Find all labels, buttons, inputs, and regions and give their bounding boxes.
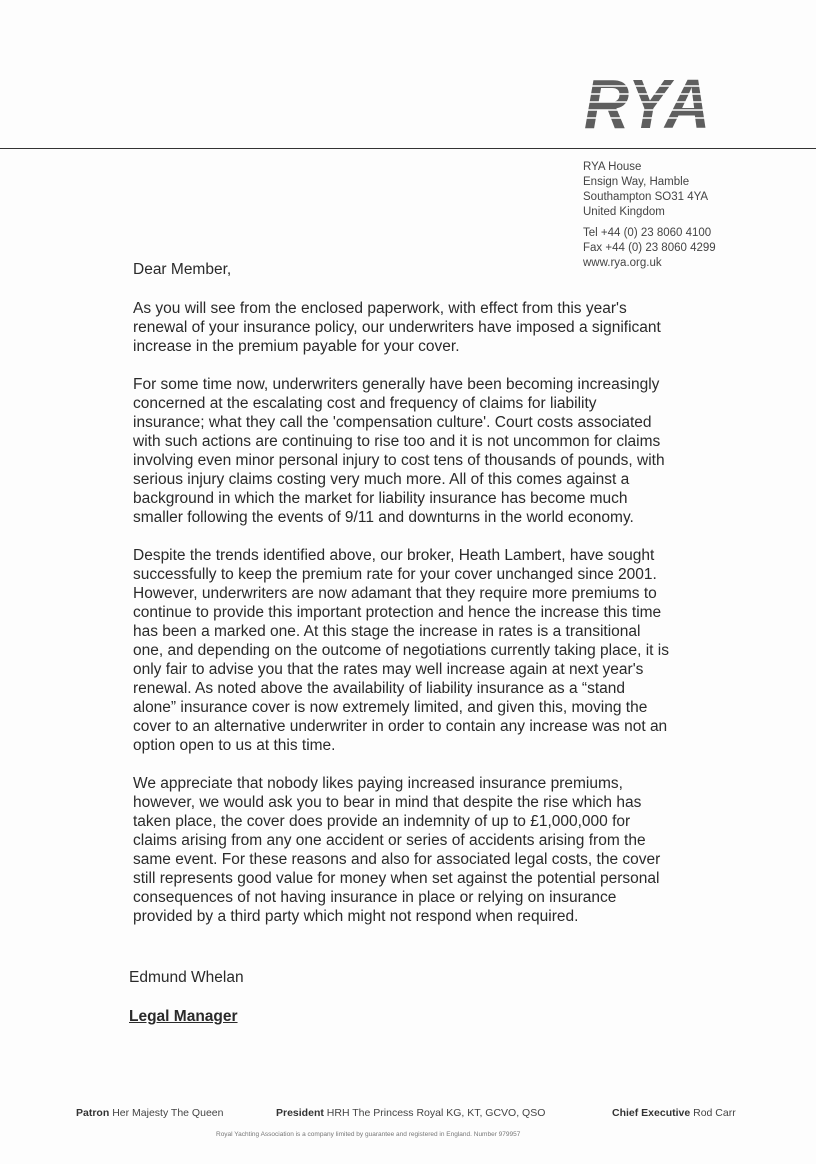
paragraph-line: taken place, the cover does provide an indemnity of up to £1,000,000 for <box>133 813 631 830</box>
paragraph-line: with such actions are continuing to rise too and it is not uncommon for claims <box>133 433 661 450</box>
paragraph-line: insurance; what they call the 'compensation culture'. Court costs associated <box>133 414 652 431</box>
paragraph-line: However, underwriters are now adamant that they require more premiums to <box>133 585 657 602</box>
paragraph-line: For some time now, underwriters generally have been becoming increasingly <box>133 376 660 393</box>
greeting: Dear Member, <box>133 261 232 278</box>
paragraph-line: background in which the market for liability insurance has become much <box>133 490 628 507</box>
address-line: United Kingdom <box>583 206 665 218</box>
paragraph-line: serious injury claims costing very much more. All of this comes against a <box>133 471 630 488</box>
president-label: President <box>276 1107 324 1119</box>
ceo-label: Chief Executive <box>612 1107 691 1119</box>
paragraph-line: same event. For these reasons and also for associated legal costs, the cover <box>133 851 661 868</box>
paragraph-line: We appreciate that nobody likes paying increased insurance premiums, <box>133 775 623 792</box>
paragraph-line: continue to provide this important protection and hence the increase this time <box>133 604 662 621</box>
letter-paragraph <box>133 774 713 926</box>
paragraph-line: has been a marked one. At this stage the increase in rates is a transitional <box>133 623 641 640</box>
rya-logo <box>582 72 712 134</box>
patron-value: Her Majesty The Queen <box>112 1107 224 1119</box>
rya-logo-letters: RYA <box>584 72 710 134</box>
paragraph-line: involving even minor personal injury to cost tens of thousands of pounds, with <box>133 452 665 469</box>
paragraph-line: increase in the premium payable for your cover. <box>133 338 460 355</box>
footer-chief-executive <box>612 1107 736 1119</box>
paragraph-line: one, and depending on the outcome of negotiations currently taking place, it is <box>133 642 669 659</box>
paragraph-line: consequences of not having insurance in place or relying on insurance <box>133 889 617 906</box>
letter-paragraph <box>133 546 713 755</box>
letter-body <box>133 299 713 945</box>
paragraph-line: only fair to advise you that the rates may well increase again at next year's <box>133 661 644 678</box>
footer-president <box>276 1107 545 1119</box>
website: www.rya.org.uk <box>583 257 662 269</box>
signer-title: Legal Manager <box>129 1008 238 1025</box>
paragraph-line: renewal. As noted above the availability of liability insurance as a “stand <box>133 680 625 697</box>
ceo-value: Rod Carr <box>693 1107 736 1119</box>
fax: Fax +44 (0) 23 8060 4299 <box>583 242 716 254</box>
paragraph-line: renewal of your insurance policy, our underwriters have imposed a significant <box>133 319 661 336</box>
paragraph-line: alone” insurance cover is now extremely limited, and given this, moving the <box>133 699 648 716</box>
paragraph-line: option open to us at this time. <box>133 737 336 754</box>
address-line: Ensign Way, Hamble <box>583 176 690 188</box>
paragraph-line: successfully to keep the premium rate for your cover unchanged since 2001. <box>133 566 657 583</box>
address-line: RYA House <box>583 161 642 173</box>
president-value: HRH The Princess Royal KG, KT, GCVO, QSO <box>326 1107 546 1119</box>
paragraph-line: however, we would ask you to bear in mind that despite the rise which has <box>133 794 642 811</box>
patron-label: Patron <box>76 1107 110 1119</box>
paragraph-line: smaller following the events of 9/11 and downturns in the world economy. <box>133 509 634 526</box>
letterhead-address <box>583 160 716 271</box>
paragraph-line: Despite the trends identified above, our broker, Heath Lambert, have sought <box>133 547 655 564</box>
paragraph-line: cover to an alternative underwriter in order to contain any increase was not an <box>133 718 668 735</box>
telephone: Tel +44 (0) 23 8060 4100 <box>583 227 712 239</box>
header-divider <box>0 148 816 149</box>
address-line: Southampton SO31 4YA <box>583 191 709 203</box>
registration-notice: Royal Yachting Association is a company limited by guarantee and registered in England. Number 979957 <box>216 1131 521 1138</box>
footer-patron <box>76 1107 223 1119</box>
signer-name: Edmund Whelan <box>129 969 244 986</box>
rya-logo-mark <box>582 72 712 134</box>
paragraph-line: provided by a third party which might not respond when required. <box>133 908 579 925</box>
paragraph-line: claims arising from any one accident or series of accidents arising from the <box>133 832 646 849</box>
paragraph-line: As you will see from the enclosed paperwork, with effect from this year's <box>133 300 627 317</box>
paragraph-line: still represents good value for money when set against the potential personal <box>133 870 660 887</box>
paragraph-line: concerned at the escalating cost and frequency of claims for liability <box>133 395 597 412</box>
letter-paragraph <box>133 299 713 356</box>
letter-paragraph <box>133 375 713 527</box>
